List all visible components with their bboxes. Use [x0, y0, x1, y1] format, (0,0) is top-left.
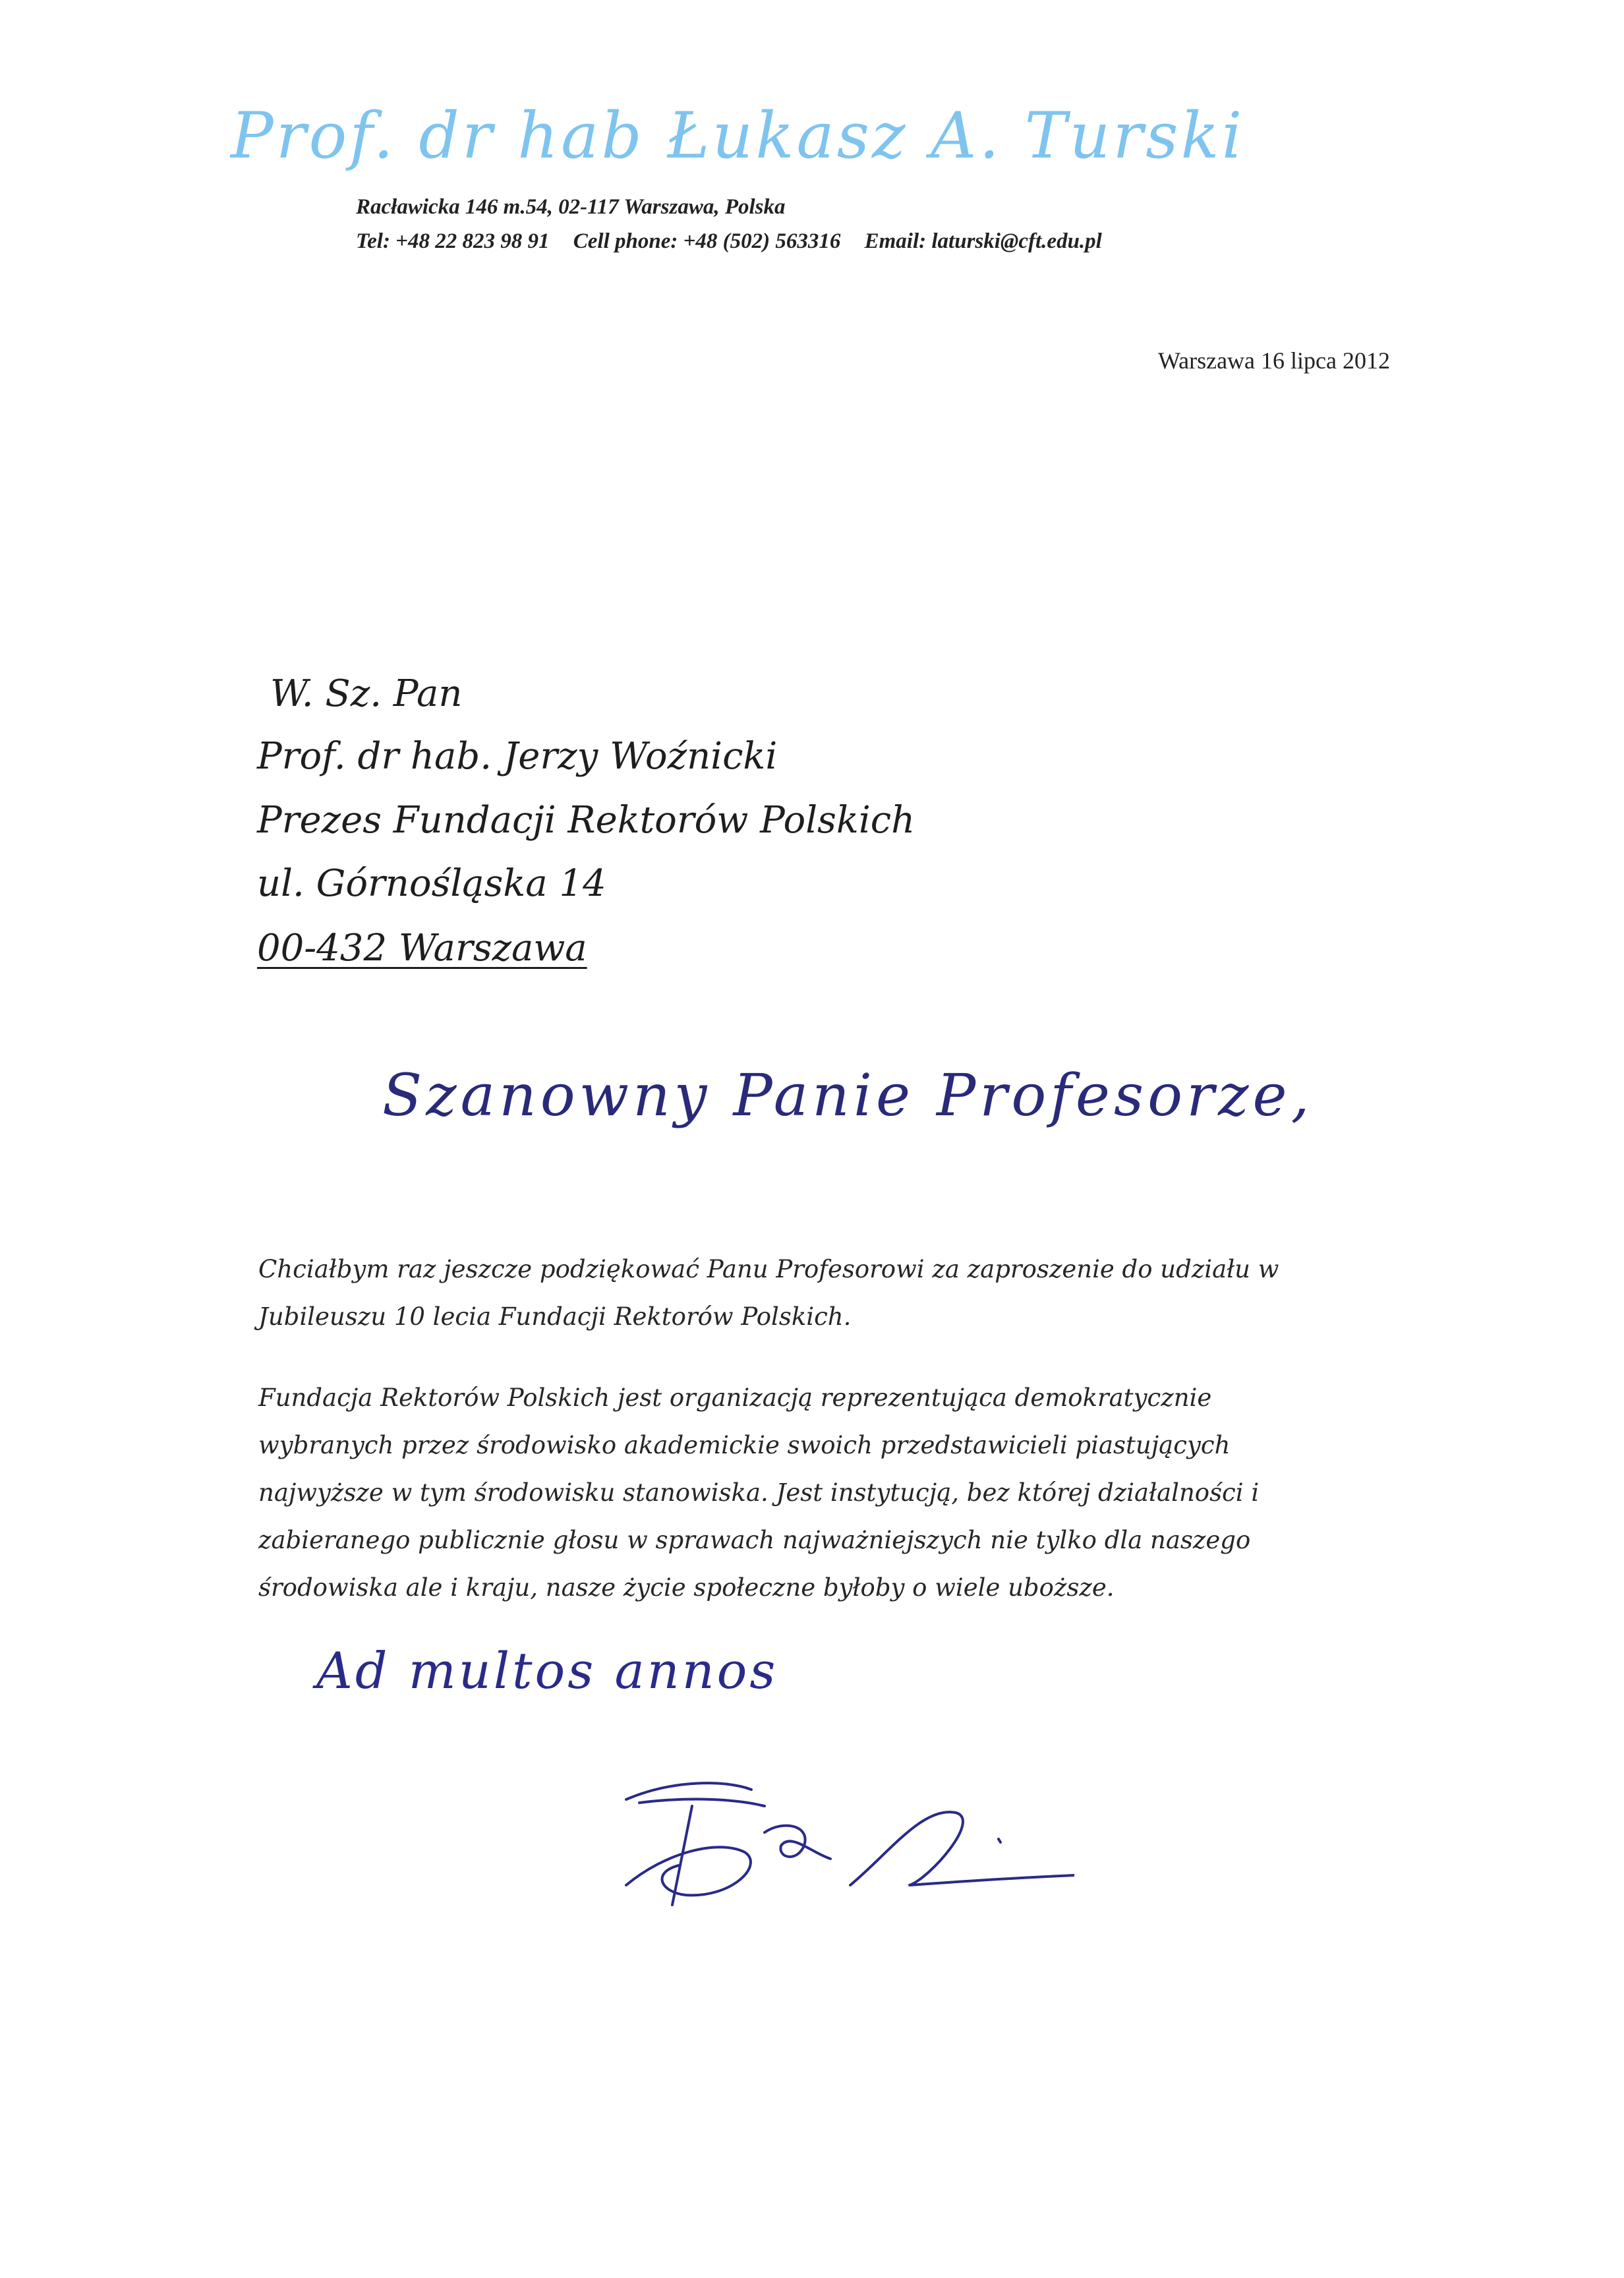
letter-date: Warszawa 16 lipca 2012	[1158, 347, 1390, 374]
body-line: Fundacja Rektorów Polskich jest organizacją reprezentująca demokratycznie	[258, 1384, 1212, 1412]
letterhead-email: Email: laturski@cft.edu.pl	[864, 229, 1102, 253]
letterhead-contact	[356, 229, 1120, 254]
body-line: zabieranego publicznie głosu w sprawach najważniejszych nie tylko dla naszego	[258, 1526, 1251, 1554]
addressee-line-2: Prof. dr hab. Jerzy Woźnicki	[257, 735, 778, 778]
body-line: Chciałbym raz jeszcze podziękować Panu Profesorowi za zaproszenie do udziału w	[258, 1255, 1279, 1283]
letterhead-address: Racławicka 146 m.54, 02-117 Warszawa, Polska	[356, 195, 786, 219]
body-line: Jubileuszu 10 lecia Fundacji Rektorów Polskich.	[258, 1302, 852, 1331]
salutation: Szanowny Panie Profesorze,	[382, 1061, 1314, 1129]
body-line: wybranych przez środowisko akademickie swoich przedstawicieli piastujących	[258, 1431, 1231, 1459]
letterhead-name: Prof. dr hab Łukasz A. Turski	[231, 99, 1245, 173]
addressee-line-5: 00-432 Warszawa	[257, 927, 587, 970]
signature-stroke	[626, 1847, 751, 1895]
addressee-line-1: W. Sz. Pan	[270, 672, 463, 715]
signature-dot	[999, 1839, 1000, 1842]
signature-stroke	[765, 1826, 830, 1859]
body-paragraph-2	[258, 1374, 1379, 1612]
body-line: środowiska ale i kraju, nasze życie społeczne byłoby o wiele uboższe.	[258, 1573, 1115, 1602]
letterhead-tel: Tel: +48 22 823 98 91	[356, 229, 550, 253]
signature-stroke	[850, 1812, 1074, 1885]
signature	[613, 1753, 1074, 1925]
signature-stroke	[626, 1783, 751, 1799]
addressee-line-4: ul. Górnośląska 14	[257, 862, 606, 905]
body-line: najwyższe w tym środowisku stanowiska. Jest instytucją, bez której działalności i	[258, 1478, 1260, 1507]
addressee-line-3: Prezes Fundacji Rektorów Polskich	[257, 799, 915, 842]
signature-stroke	[639, 1799, 765, 1806]
body-paragraph-1	[258, 1246, 1379, 1341]
letterhead-cell: Cell phone: +48 (502) 563316	[573, 229, 841, 253]
closing: Ad multos annos	[316, 1641, 778, 1700]
